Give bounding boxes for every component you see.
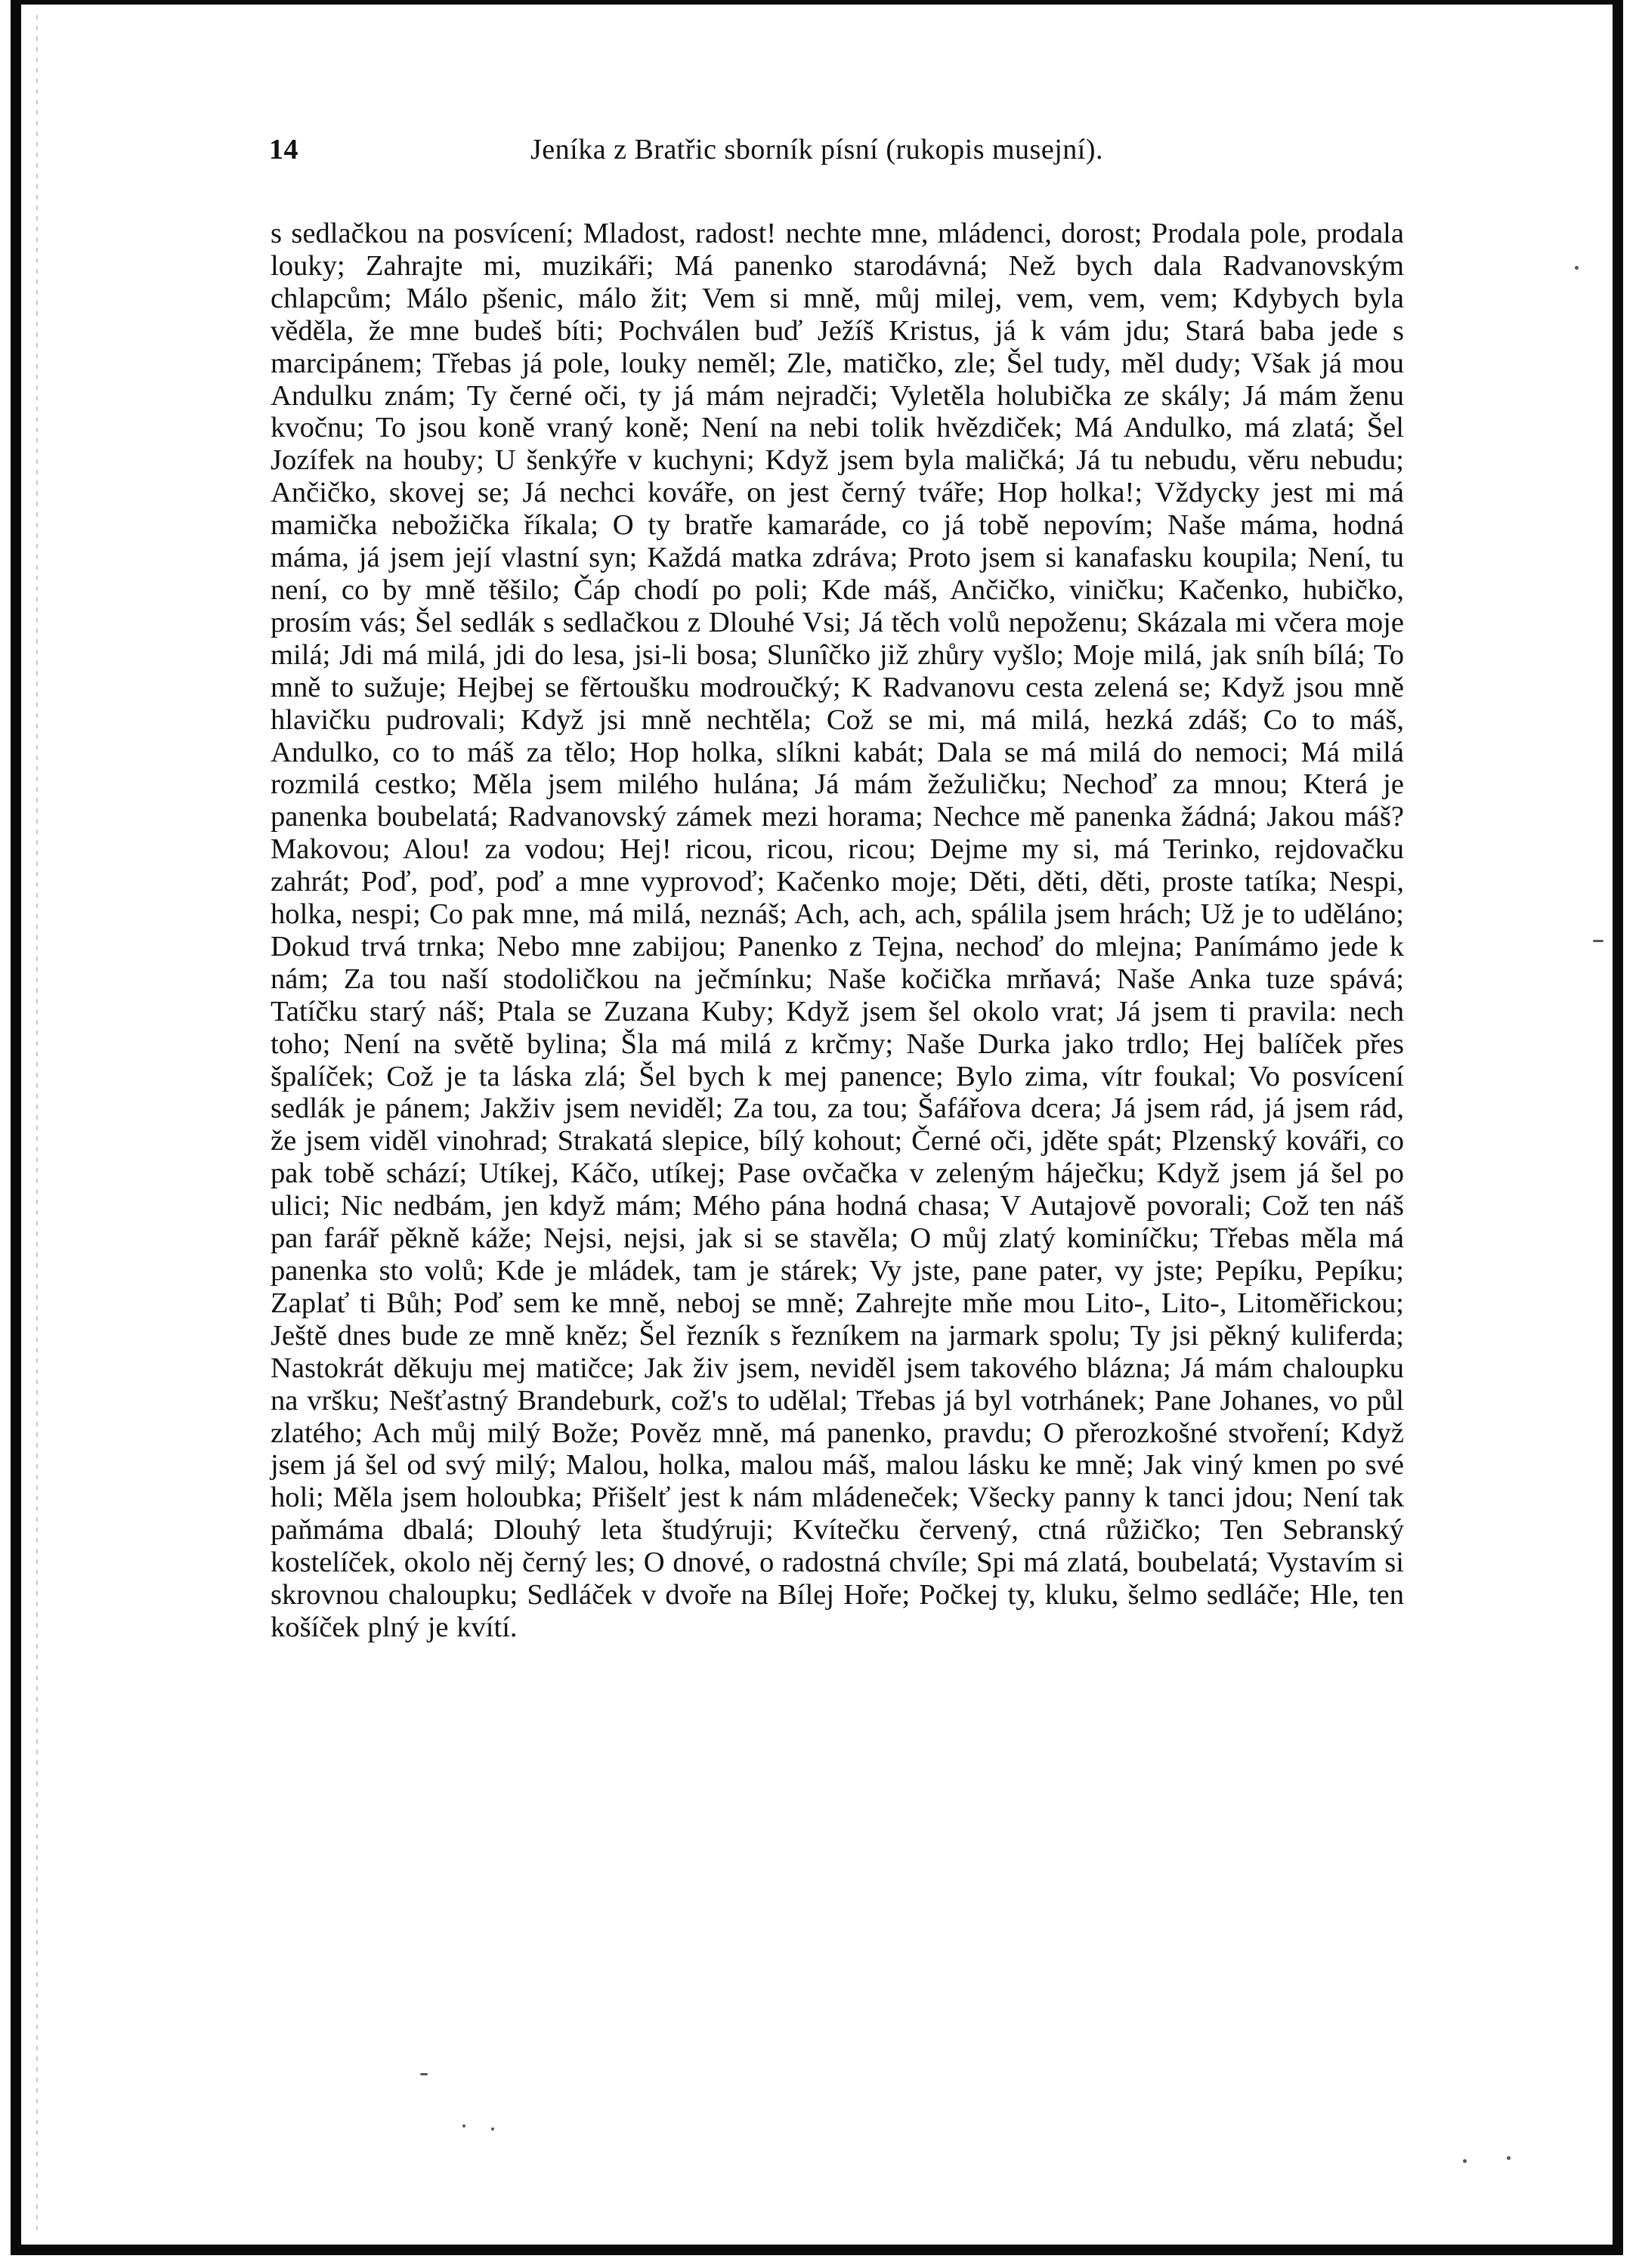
binding-margin-line <box>36 15 38 2236</box>
scan-speck <box>1593 940 1603 942</box>
scan-speck <box>462 2124 465 2127</box>
scan-speck <box>1463 2159 1467 2163</box>
song-list-paragraph: s sedlačkou na posvícení; Mladost, radost! nechte mne, mládenci, dorost; Prodala pole, prodala louky; Zahrajte mi, muzikáři; Má panenko starodávná; Než bych dala Radvanovským chlapcům; Málo pšenic, málo žit; Vem si mně, můj milej, vem, vem, vem; Kdybych byla věděla, že mne budeš bíti; Pochválen buď Ježíš Kristus, já k vám jdu; Stará baba jede s marcipánem; Třebas já pole, louky neměl; Zle, matičko, zle; Šel tudy, měl dudy; Však já mou Andulku znám; Ty černé oči, ty já mám nejradči; Vyletěla holubička ze skály; Já mám ženu kvočnu; To jsou koně vraný koně; Není na nebi tolik hvězdiček; Má Andulko, má zlatá; Šel Jozífek na houby; U šenkýře v kuchyni; Když jsem byla maličká; Já tu nebudu, věru nebudu; Ančičko, skovej se; Já nechci kováře, on jest černý tváře; Hop holka!; Vždycky jest mi má mamička nebožička říkala; O ty bratře kamaráde, co já tobě nepovím; Naše máma, hodná máma, já jsem její vlastní syn; Každá matka zdráva; Proto jsem si kanafasku koupila; Není, tu není, co by mně těšilo; Čáp chodí po poli; Kde máš, Ančičko, viničku; Kačenko, hubičko, prosím vás; Šel sedlák s sedlačkou z Dlouhé Vsi; Já těch volů nepoženu; Skázala mi včera moje milá; Jdi má milá, jdi do lesa, jsi-li bosa; Slunîčko již zhůry vyšlo; Moje milá, jak sníh bílá; To mně to sužuje; Hejbej se fěrtoušku modroučký; K Radvanovu cesta zelená se; Když jsou mně hlavičku pudrovali; Když jsi mně nechtěla; Což se mi, má milá, hezká zdáš; Co to máš, Andulko, co to máš za tělo; Hop holka, slíkni kabát; Dala se má milá do nemoci; Má milá rozmilá cestko; Měla jsem milého hulána; Já mám žežuličku; Nechoď za mnou; Která je panenka boubelatá; Radvanovský zámek mezi horama; Nechce mě panenka žádná; Jakou máš? Makovou; Alou! za vodou; Hej! ricou, ricou, ricou; Dejme my si, má Terinko, rejdovačku zahrát; Poď, poď, poď a mne vyprovoď; Kačenko moje; Děti, děti, děti, proste tatíka; Nespi, holka, nespi; Co pak mne, má milá, neznáš; Ach, ach, ach, spálila jsem hrách; Už je to uděláno; Dokud trvá trnka; Nebo mne zabijou; Panenko z Tejna, nechoď do mlejna; Panímámo jede k nám; Za tou naší stodoličkou na ječmínku; Naše kočička mrňavá; Naše Anka tuze spává; Tatíčku starý náš; Ptala se Zuzana Kuby; Když jsem šel okolo vrat; Já jsem ti pravila: nech toho; Není na světě bylina; Šla má milá z krčmy; Naše Durka jako trdlo; Hej balíček přes špalíček; Což je ta láska zlá; Šel bych k mej panence; Bylo zima, vítr foukal; Vo posvícení sedlák je pánem; Jakživ jsem neviděl; Za tou, za tou; Šafářova dcera; Já jsem rád, já jsem rád, že jsem viděl vinohrad; Strakatá slepice, bílý kohout; Černé oči, jděte spát; Plzenský kováři, co pak tobě schází; Utíkej, Káčo, utíkej; Pase ovčačka v zeleným háječku; Když jsem já šel po ulici; Nic nedbám, jen když mám; Mého pána hodná chasa; V Autajově povorali; Což ten náš pan farář pěkně káže; Nejsi, nejsi, jak si se stavěla; O můj zlatý kominíčku; Třebas měla má panenka sto volů; Kde je mládek, tam je stárek; Vy jste, pane pater, vy jste; Pepíku, Pepíku; Zaplať ti Bůh; Poď sem ke mně, neboj se mně; Zahrejte mňe mou Lito-, Lito-, Litoměřickou; Ještě dnes bude ze mně kněz; Šel řezník s řezníkem na jarmark spolu; Ty jsi pěkný kuliferda; Nastokrát děkuju mej matičce; Jak živ jsem, neviděl jsem takového blázna; Já mám chaloupku na vršku; Nešťastný Brandeburk, což's to udělal; Třebas já byl votrhánek; Pane Johanes, vo půl zlatého; Ach můj milý Bože; Pověz mně, má panenko, pravdu; O přerozkošné stvoření; Když jsem já šel od svý milý; Malou, holka, malou máš, malou lásku ke mně; Jak viný kmen po své holi; Měla jsem holoubka; Přišelť jest k nám mládeneček; Všecky panny k tanci jdou; Není tak paňmáma dbalá; Dlouhý leta študýruji; Kvítečku červený, ctná růžičko; Ten Sebranský kostelíček, okolo něj černý les; O dnové, o radostná chvíle; Spi má zlatá, boubelatá; Vystavím si skrovnou chaloupku; Sedláček v dvoře na Bílej Hoře; Počkej ty, kluku, šelmo sedláče; Hle, ten košíček plný je kvítí. <box>271 218 1404 1643</box>
running-title: Jeníka z Bratřic sborník písní (rukopis musejní). <box>530 134 1103 165</box>
scan-speck <box>1507 2156 1511 2160</box>
page-number: 14 <box>269 134 298 165</box>
scan-speck <box>1575 266 1579 270</box>
scan-speck <box>420 2073 428 2075</box>
scan-speck <box>491 2127 494 2130</box>
running-head <box>269 133 1402 178</box>
